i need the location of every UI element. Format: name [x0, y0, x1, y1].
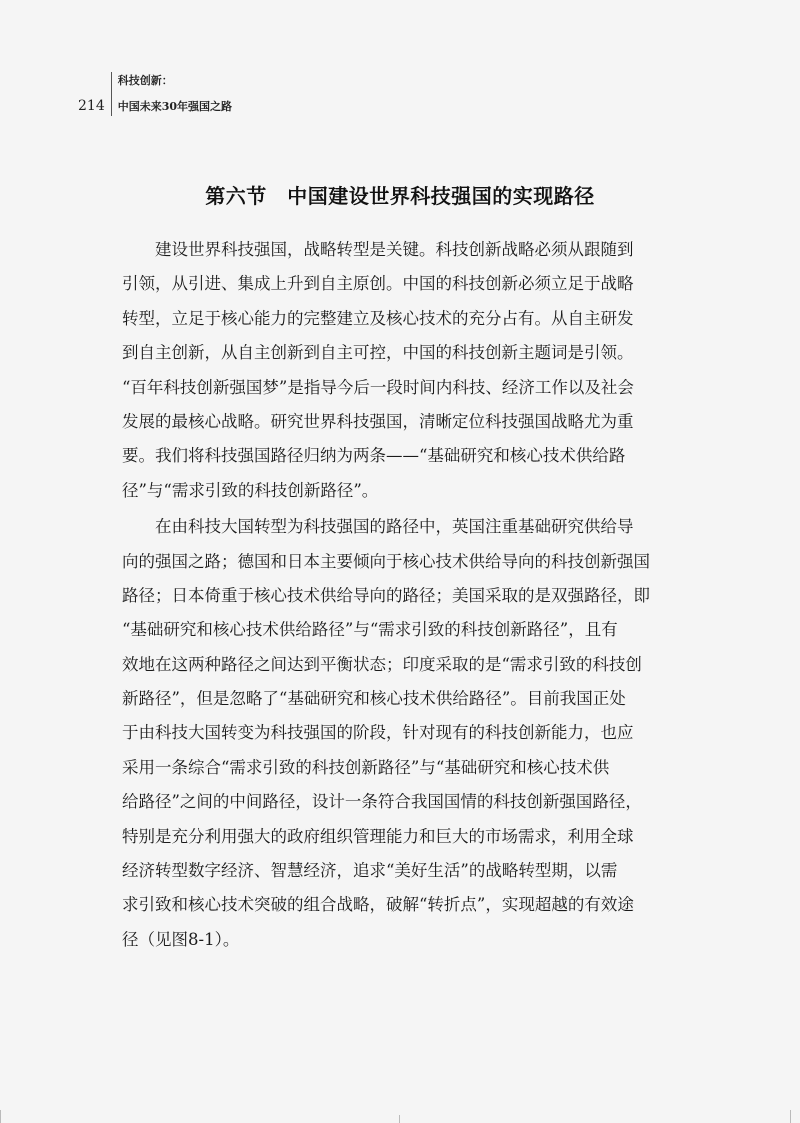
text-line: 径”与“需求引致的科技创新路径”。 — [122, 480, 379, 500]
text-line: 特别是充分利用强大的政府组织管理能力和巨大的市场需求，利用全球 — [122, 826, 634, 846]
header-divider — [111, 72, 112, 116]
text-line: 要。我们将科技强国路径归纳为两条——“基础研究和核心技术供给路 — [122, 446, 626, 466]
text-line: 经济转型数字经济、智慧经济，追求“美好生活”的战略转型期，以需 — [122, 861, 618, 881]
text-line: 到自主创新，从自主创新到自主可控，中国的科技创新主题词是引领。 — [122, 343, 634, 363]
page-number: 214 — [78, 98, 105, 114]
crop-mark — [0, 1110, 1, 1123]
crop-mark — [399, 1115, 400, 1123]
crop-mark — [790, 1110, 791, 1123]
text-line: 求引致和核心技术突破的组合战略，破解“转折点”，实现超越的有效途 — [122, 895, 634, 915]
text-line: 于由科技大国转变为科技强国的阶段，针对现有的科技创新能力，也应 — [122, 723, 634, 743]
text-line: 径（见图8-1）。 — [122, 929, 240, 949]
text-line: 采用一条综合“需求引致的科技创新路径”与“基础研究和核心技术供 — [122, 757, 610, 777]
text-line: 给路径”之间的中间路径，设计一条符合我国国情的科技创新强国路径， — [122, 792, 642, 812]
text-line: 在由科技大国转型为科技强国的路径中，英国注重基础研究供给导 — [122, 517, 634, 537]
text-line: “百年科技创新强国梦”是指导今后一段时间内科技、经济工作以及社会 — [122, 377, 634, 397]
book-title-block — [116, 72, 232, 116]
paragraph-2 — [122, 510, 678, 957]
text-line: 引领，从引进、集成上升到自主原创。中国的科技创新必须立足于战略 — [122, 274, 634, 294]
text-line: 效地在这两种路径之间达到平衡状态；印度采取的是“需求引致的科技创 — [122, 654, 642, 674]
text-line: 发展的最核心战略。研究世界科技强国，清晰定位科技强国战略尤为重 — [122, 411, 634, 431]
text-line: 转型，立足于核心能力的完整建立及核心技术的充分占有。从自主研发 — [122, 308, 634, 328]
book-title-line-1: 科技创新： — [117, 74, 173, 87]
paragraph-1 — [122, 233, 678, 508]
body-text — [122, 233, 678, 957]
text-line: 向的强国之路；德国和日本主要倾向于核心技术供给导向的科技创新强国 — [122, 551, 650, 571]
text-line: 路径；日本倚重于核心技术供给导向的路径；美国采取的是双强路径，即 — [122, 585, 650, 605]
text-line: 新路径”，但是忽略了“基础研究和核心技术供给路径”。目前我国正处 — [122, 689, 626, 709]
running-header — [78, 72, 232, 116]
text-line: 建设世界科技强国，战略转型是关键。科技创新战略必须从跟随到 — [122, 240, 634, 259]
text-line: “基础研究和核心技术供给路径”与“需求引致的科技创新路径”，且有 — [122, 620, 618, 640]
section-title: 第六节 中国建设世界科技强国的实现路径 — [205, 184, 595, 208]
book-title-line-2: 中国未来30年强国之路 — [117, 100, 233, 113]
